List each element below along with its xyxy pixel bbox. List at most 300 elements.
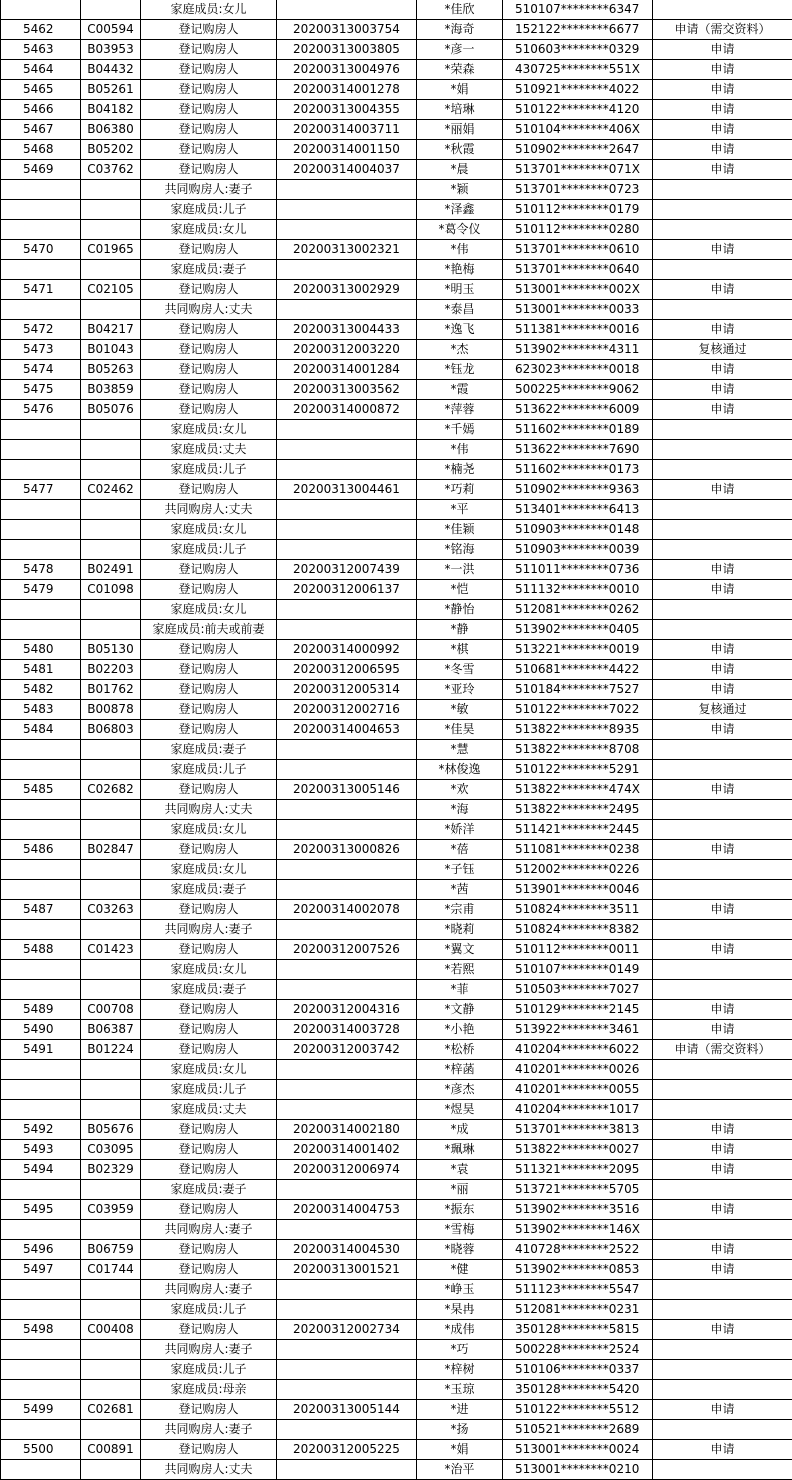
role-cell: 共同购房人:妻子 xyxy=(141,1220,277,1240)
seq-number-cell xyxy=(1,960,81,980)
status-cell: 申请 xyxy=(653,1200,792,1220)
table-row xyxy=(1,240,792,260)
role-cell: 家庭成员:妻子 xyxy=(141,740,277,760)
table-row xyxy=(1,560,792,580)
name-cell: *茜 xyxy=(417,880,503,900)
registration-number-cell xyxy=(277,740,417,760)
table-row xyxy=(1,580,792,600)
house-code-cell xyxy=(81,1080,141,1100)
status-cell xyxy=(653,1340,792,1360)
role-cell: 家庭成员:女儿 xyxy=(141,220,277,240)
id-number-cell: 513822********8708 xyxy=(503,740,653,760)
table-row xyxy=(1,940,792,960)
role-cell: 共同购房人:丈夫 xyxy=(141,1460,277,1480)
status-cell xyxy=(653,1080,792,1100)
registration-number-cell: 20200312006974 xyxy=(277,1160,417,1180)
seq-number-cell xyxy=(1,820,81,840)
house-code-cell xyxy=(81,520,141,540)
id-number-cell: 350128********5420 xyxy=(503,1380,653,1400)
seq-number-cell: 5483 xyxy=(1,700,81,720)
registration-number-cell: 20200314003711 xyxy=(277,120,417,140)
id-number-cell: 513622********6009 xyxy=(503,400,653,420)
id-number-cell: 152122********6677 xyxy=(503,20,653,40)
table-row xyxy=(1,780,792,800)
status-cell xyxy=(653,1100,792,1120)
seq-number-cell: 5496 xyxy=(1,1240,81,1260)
seq-number-cell: 5476 xyxy=(1,400,81,420)
house-code-cell: B03859 xyxy=(81,380,141,400)
status-cell: 复核通过 xyxy=(653,700,792,720)
name-cell: *铭海 xyxy=(417,540,503,560)
name-cell: *葛令仪 xyxy=(417,220,503,240)
name-cell: *静怡 xyxy=(417,600,503,620)
registration-number-cell xyxy=(277,1180,417,1200)
role-cell: 登记购房人 xyxy=(141,480,277,500)
registration-number-cell xyxy=(277,260,417,280)
role-cell: 登记购房人 xyxy=(141,20,277,40)
table-row xyxy=(1,1320,792,1340)
id-number-cell: 510112********0280 xyxy=(503,220,653,240)
name-cell: *振东 xyxy=(417,1200,503,1220)
house-code-cell xyxy=(81,1280,141,1300)
status-cell xyxy=(653,920,792,940)
house-code-cell xyxy=(81,880,141,900)
status-cell: 申请 xyxy=(653,160,792,180)
seq-number-cell xyxy=(1,300,81,320)
table-row xyxy=(1,480,792,500)
seq-number-cell xyxy=(1,1180,81,1200)
house-code-cell: C02681 xyxy=(81,1400,141,1420)
house-code-cell xyxy=(81,1380,141,1400)
registration-number-cell xyxy=(277,540,417,560)
registration-number-cell xyxy=(277,1080,417,1100)
seq-number-cell: 5488 xyxy=(1,940,81,960)
id-number-cell: 510112********0179 xyxy=(503,200,653,220)
id-number-cell: 513822********8935 xyxy=(503,720,653,740)
seq-number-cell xyxy=(1,1460,81,1480)
house-code-cell: C01098 xyxy=(81,580,141,600)
table-row xyxy=(1,40,792,60)
registration-number-cell xyxy=(277,500,417,520)
id-number-cell: 510122********5512 xyxy=(503,1400,653,1420)
id-number-cell: 513822********0027 xyxy=(503,1140,653,1160)
table-row xyxy=(1,1120,792,1140)
name-cell: *泽鑫 xyxy=(417,200,503,220)
table-row xyxy=(1,960,792,980)
table-row xyxy=(1,60,792,80)
id-number-cell: 510521********2689 xyxy=(503,1420,653,1440)
house-code-cell: B06380 xyxy=(81,120,141,140)
seq-number-cell: 5470 xyxy=(1,240,81,260)
table-row xyxy=(1,1220,792,1240)
registration-number-cell xyxy=(277,1220,417,1240)
name-cell: *菲 xyxy=(417,980,503,1000)
table-row xyxy=(1,880,792,900)
seq-number-cell xyxy=(1,600,81,620)
table-row xyxy=(1,260,792,280)
id-number-cell: 513701********3813 xyxy=(503,1120,653,1140)
status-cell: 申请 xyxy=(653,240,792,260)
name-cell: *楠尧 xyxy=(417,460,503,480)
name-cell: *文静 xyxy=(417,1000,503,1020)
id-number-cell: 513001********0210 xyxy=(503,1460,653,1480)
name-cell: *颖 xyxy=(417,180,503,200)
house-code-cell xyxy=(81,0,141,20)
id-number-cell: 510104********406X xyxy=(503,120,653,140)
registration-number-cell xyxy=(277,1100,417,1120)
name-cell: *子钰 xyxy=(417,860,503,880)
registration-number-cell xyxy=(277,1460,417,1480)
name-cell: *煜昊 xyxy=(417,1100,503,1120)
role-cell: 共同购房人:丈夫 xyxy=(141,500,277,520)
status-cell xyxy=(653,880,792,900)
house-code-cell xyxy=(81,540,141,560)
name-cell: *艳梅 xyxy=(417,260,503,280)
id-number-cell: 500225********9062 xyxy=(503,380,653,400)
table-row xyxy=(1,1080,792,1100)
seq-number-cell xyxy=(1,1060,81,1080)
name-cell: *培琳 xyxy=(417,100,503,120)
seq-number-cell xyxy=(1,220,81,240)
house-code-cell: C00891 xyxy=(81,1440,141,1460)
role-cell: 登记购房人 xyxy=(141,1400,277,1420)
name-cell: *翼文 xyxy=(417,940,503,960)
role-cell: 登记购房人 xyxy=(141,700,277,720)
id-number-cell: 510681********4422 xyxy=(503,660,653,680)
house-code-cell: B05261 xyxy=(81,80,141,100)
id-number-cell: 510603********0329 xyxy=(503,40,653,60)
role-cell: 家庭成员:女儿 xyxy=(141,420,277,440)
registration-number-cell: 20200313005144 xyxy=(277,1400,417,1420)
role-cell: 登记购房人 xyxy=(141,1260,277,1280)
table-row xyxy=(1,740,792,760)
role-cell: 登记购房人 xyxy=(141,1020,277,1040)
name-cell: *娟 xyxy=(417,80,503,100)
status-cell: 申请 xyxy=(653,380,792,400)
registration-number-cell: 20200313003805 xyxy=(277,40,417,60)
name-cell: *千嫣 xyxy=(417,420,503,440)
name-cell: *秋霞 xyxy=(417,140,503,160)
id-number-cell: 511011********0736 xyxy=(503,560,653,580)
registration-number-cell xyxy=(277,860,417,880)
seq-number-cell: 5480 xyxy=(1,640,81,660)
table-row xyxy=(1,140,792,160)
house-code-cell xyxy=(81,1460,141,1480)
seq-number-cell xyxy=(1,440,81,460)
name-cell: *丽娟 xyxy=(417,120,503,140)
role-cell: 家庭成员:女儿 xyxy=(141,0,277,20)
table-row xyxy=(1,1240,792,1260)
role-cell: 共同购房人:妻子 xyxy=(141,180,277,200)
house-code-cell xyxy=(81,1300,141,1320)
role-cell: 登记购房人 xyxy=(141,680,277,700)
status-cell: 申请 xyxy=(653,1400,792,1420)
name-cell: *海奇 xyxy=(417,20,503,40)
house-code-cell: C03263 xyxy=(81,900,141,920)
seq-number-cell: 5463 xyxy=(1,40,81,60)
registration-number-cell: 20200312004316 xyxy=(277,1000,417,1020)
role-cell: 登记购房人 xyxy=(141,640,277,660)
name-cell: *冬雪 xyxy=(417,660,503,680)
name-cell: *杲冉 xyxy=(417,1300,503,1320)
id-number-cell: 513721********5705 xyxy=(503,1180,653,1200)
role-cell: 登记购房人 xyxy=(141,40,277,60)
house-code-cell: B02329 xyxy=(81,1160,141,1180)
seq-number-cell xyxy=(1,1380,81,1400)
seq-number-cell xyxy=(1,1280,81,1300)
name-cell: *钰龙 xyxy=(417,360,503,380)
table-row xyxy=(1,1140,792,1160)
house-code-cell: B04432 xyxy=(81,60,141,80)
name-cell: *慧 xyxy=(417,740,503,760)
house-code-cell xyxy=(81,200,141,220)
seq-number-cell xyxy=(1,800,81,820)
id-number-cell: 510824********3511 xyxy=(503,900,653,920)
house-code-cell: B02491 xyxy=(81,560,141,580)
table-row xyxy=(1,100,792,120)
seq-number-cell xyxy=(1,620,81,640)
id-number-cell: 511123********5547 xyxy=(503,1280,653,1300)
house-code-cell xyxy=(81,820,141,840)
role-cell: 家庭成员:妻子 xyxy=(141,880,277,900)
table-row xyxy=(1,1280,792,1300)
id-number-cell: 511381********0016 xyxy=(503,320,653,340)
house-code-cell: B06759 xyxy=(81,1240,141,1260)
status-cell xyxy=(653,540,792,560)
status-cell xyxy=(653,960,792,980)
house-code-cell: B00878 xyxy=(81,700,141,720)
name-cell: *雪梅 xyxy=(417,1220,503,1240)
seq-number-cell: 5473 xyxy=(1,340,81,360)
table-row xyxy=(1,20,792,40)
name-cell: *逸飞 xyxy=(417,320,503,340)
id-number-cell: 510107********0149 xyxy=(503,960,653,980)
role-cell: 登记购房人 xyxy=(141,100,277,120)
role-cell: 共同购房人:丈夫 xyxy=(141,300,277,320)
registration-number-cell: 20200314002180 xyxy=(277,1120,417,1140)
role-cell: 家庭成员:女儿 xyxy=(141,600,277,620)
registration-number-cell: 20200314004753 xyxy=(277,1200,417,1220)
name-cell: *平 xyxy=(417,500,503,520)
house-code-cell: C02682 xyxy=(81,780,141,800)
registration-number-cell: 20200313004461 xyxy=(277,480,417,500)
status-cell xyxy=(653,500,792,520)
name-cell: *彦杰 xyxy=(417,1080,503,1100)
name-cell: *巧 xyxy=(417,1340,503,1360)
status-cell: 申请 xyxy=(653,140,792,160)
table-row xyxy=(1,600,792,620)
table-row xyxy=(1,1340,792,1360)
registration-number-cell: 20200313000826 xyxy=(277,840,417,860)
table-row xyxy=(1,420,792,440)
house-code-cell xyxy=(81,440,141,460)
role-cell: 登记购房人 xyxy=(141,780,277,800)
seq-number-cell xyxy=(1,260,81,280)
table-row xyxy=(1,840,792,860)
registration-number-cell: 20200314001150 xyxy=(277,140,417,160)
seq-number-cell xyxy=(1,920,81,940)
table-row xyxy=(1,620,792,640)
role-cell: 登记购房人 xyxy=(141,60,277,80)
table-row xyxy=(1,180,792,200)
seq-number-cell xyxy=(1,520,81,540)
name-cell: *娟 xyxy=(417,1440,503,1460)
table-row xyxy=(1,1180,792,1200)
name-cell: *松桥 xyxy=(417,1040,503,1060)
table-row xyxy=(1,1100,792,1120)
seq-number-cell: 5472 xyxy=(1,320,81,340)
id-number-cell: 511602********0189 xyxy=(503,420,653,440)
registration-number-cell xyxy=(277,760,417,780)
table-row xyxy=(1,1360,792,1380)
house-code-cell: B05076 xyxy=(81,400,141,420)
id-number-cell: 513902********146X xyxy=(503,1220,653,1240)
name-cell: *健 xyxy=(417,1260,503,1280)
registration-number-cell: 20200314004530 xyxy=(277,1240,417,1260)
role-cell: 登记购房人 xyxy=(141,1160,277,1180)
seq-number-cell: 5500 xyxy=(1,1440,81,1460)
table-row xyxy=(1,1420,792,1440)
house-code-cell: C02462 xyxy=(81,480,141,500)
registration-number-cell: 20200314003728 xyxy=(277,1020,417,1040)
registration-number-cell: 20200312003220 xyxy=(277,340,417,360)
status-cell: 申请 xyxy=(653,840,792,860)
name-cell: *梓树 xyxy=(417,1360,503,1380)
table-row xyxy=(1,760,792,780)
role-cell: 家庭成员:女儿 xyxy=(141,960,277,980)
id-number-cell: 513701********0640 xyxy=(503,260,653,280)
seq-number-cell: 5489 xyxy=(1,1000,81,1020)
table-row xyxy=(1,1300,792,1320)
id-number-cell: 510122********5291 xyxy=(503,760,653,780)
seq-number-cell: 5493 xyxy=(1,1140,81,1160)
status-cell xyxy=(653,860,792,880)
house-code-cell xyxy=(81,1060,141,1080)
seq-number-cell: 5497 xyxy=(1,1260,81,1280)
status-cell: 申请（需交资料） xyxy=(653,1040,792,1060)
id-number-cell: 513822********2495 xyxy=(503,800,653,820)
registration-number-cell xyxy=(277,820,417,840)
name-cell: *晨 xyxy=(417,160,503,180)
seq-number-cell xyxy=(1,500,81,520)
registration-number-cell: 20200314004037 xyxy=(277,160,417,180)
name-cell: *佳昊 xyxy=(417,720,503,740)
registration-number-cell xyxy=(277,1280,417,1300)
role-cell: 家庭成员:儿子 xyxy=(141,1360,277,1380)
status-cell xyxy=(653,1300,792,1320)
table-row xyxy=(1,660,792,680)
house-code-cell xyxy=(81,620,141,640)
status-cell: 申请 xyxy=(653,680,792,700)
table-row xyxy=(1,1000,792,1020)
house-code-cell: B02847 xyxy=(81,840,141,860)
status-cell: 申请 xyxy=(653,1240,792,1260)
status-cell: 申请（需交资料） xyxy=(653,20,792,40)
seq-number-cell: 5477 xyxy=(1,480,81,500)
status-cell: 复核通过 xyxy=(653,340,792,360)
registration-number-cell xyxy=(277,440,417,460)
id-number-cell: 513701********0610 xyxy=(503,240,653,260)
house-code-cell: B02203 xyxy=(81,660,141,680)
registration-number-cell: 20200313005146 xyxy=(277,780,417,800)
seq-number-cell: 5464 xyxy=(1,60,81,80)
table-row xyxy=(1,220,792,240)
name-cell: *恺 xyxy=(417,580,503,600)
role-cell: 登记购房人 xyxy=(141,1140,277,1160)
name-cell: *峥玉 xyxy=(417,1280,503,1300)
registration-number-cell: 20200313004433 xyxy=(277,320,417,340)
table-row xyxy=(1,80,792,100)
table-row xyxy=(1,720,792,740)
house-code-cell xyxy=(81,920,141,940)
house-code-cell: C03762 xyxy=(81,160,141,180)
house-code-cell: B01762 xyxy=(81,680,141,700)
registration-number-cell: 20200314002078 xyxy=(277,900,417,920)
role-cell: 登记购房人 xyxy=(141,660,277,680)
name-cell: *荣森 xyxy=(417,60,503,80)
name-cell: *海 xyxy=(417,800,503,820)
role-cell: 共同购房人:妻子 xyxy=(141,920,277,940)
seq-number-cell: 5490 xyxy=(1,1020,81,1040)
house-code-cell: C00708 xyxy=(81,1000,141,1020)
role-cell: 家庭成员:儿子 xyxy=(141,1080,277,1100)
status-cell xyxy=(653,200,792,220)
status-cell: 申请 xyxy=(653,80,792,100)
role-cell: 登记购房人 xyxy=(141,840,277,860)
seq-number-cell: 5485 xyxy=(1,780,81,800)
status-cell: 申请 xyxy=(653,60,792,80)
seq-number-cell: 5471 xyxy=(1,280,81,300)
status-cell xyxy=(653,1060,792,1080)
house-code-cell: B01224 xyxy=(81,1040,141,1060)
seq-number-cell: 5499 xyxy=(1,1400,81,1420)
house-code-cell: B05263 xyxy=(81,360,141,380)
status-cell xyxy=(653,1180,792,1200)
role-cell: 家庭成员:女儿 xyxy=(141,860,277,880)
registration-number-cell: 20200312007439 xyxy=(277,560,417,580)
name-cell: *林俊逸 xyxy=(417,760,503,780)
house-code-cell xyxy=(81,420,141,440)
house-code-cell xyxy=(81,860,141,880)
name-cell: *欢 xyxy=(417,780,503,800)
name-cell: *静 xyxy=(417,620,503,640)
status-cell xyxy=(653,820,792,840)
house-code-cell xyxy=(81,600,141,620)
role-cell: 家庭成员:丈夫 xyxy=(141,1100,277,1120)
status-cell: 申请 xyxy=(653,640,792,660)
id-number-cell: 513401********6413 xyxy=(503,500,653,520)
status-cell: 申请 xyxy=(653,360,792,380)
id-number-cell: 512002********0226 xyxy=(503,860,653,880)
status-cell xyxy=(653,220,792,240)
id-number-cell: 510902********2647 xyxy=(503,140,653,160)
house-code-cell xyxy=(81,980,141,1000)
role-cell: 登记购房人 xyxy=(141,280,277,300)
role-cell: 登记购房人 xyxy=(141,900,277,920)
house-code-cell: B05676 xyxy=(81,1120,141,1140)
role-cell: 家庭成员:儿子 xyxy=(141,540,277,560)
table-row xyxy=(1,120,792,140)
seq-number-cell xyxy=(1,180,81,200)
status-cell xyxy=(653,1460,792,1480)
id-number-cell: 513701********0723 xyxy=(503,180,653,200)
table-row xyxy=(1,980,792,1000)
house-code-cell: C00594 xyxy=(81,20,141,40)
status-cell: 申请 xyxy=(653,480,792,500)
seq-number-cell: 5487 xyxy=(1,900,81,920)
registration-number-cell: 20200312003742 xyxy=(277,1040,417,1060)
status-cell xyxy=(653,620,792,640)
